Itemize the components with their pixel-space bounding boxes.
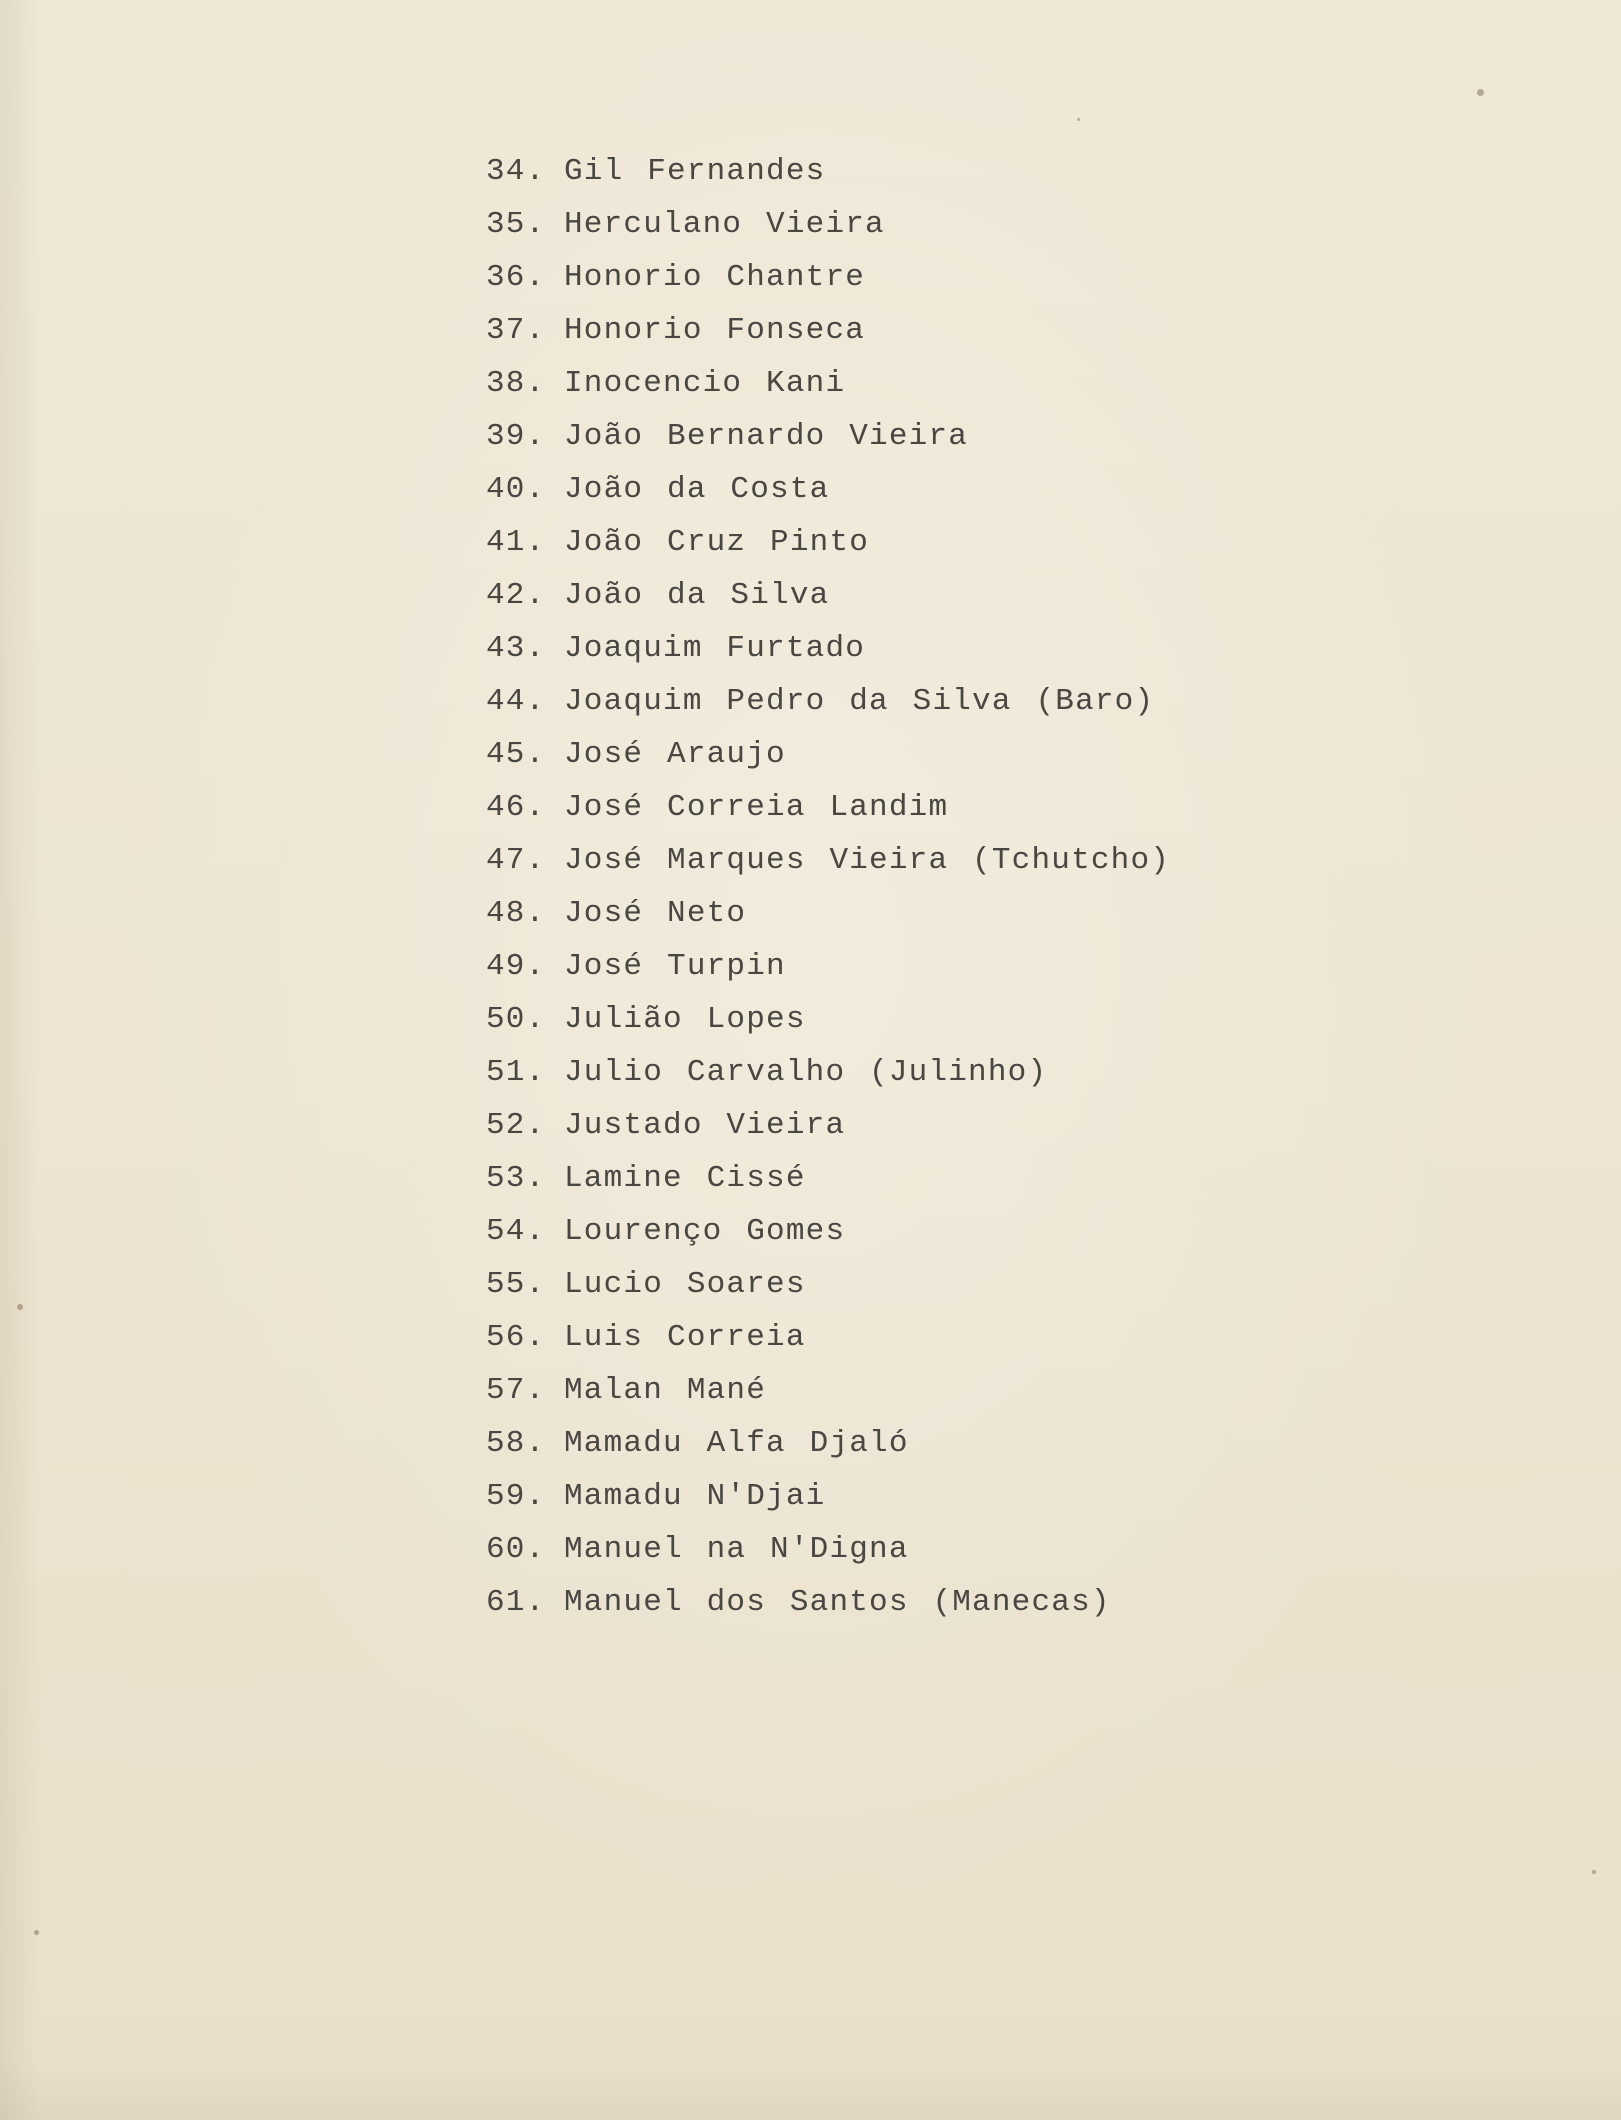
list-item [486, 728, 1170, 781]
list-item [486, 781, 1170, 834]
list-item [486, 463, 1170, 516]
entry-number: 53. [486, 1161, 546, 1196]
entry-name: José Correia Landim [564, 790, 949, 825]
entry-number: 49. [486, 949, 546, 984]
entry-number: 59. [486, 1479, 546, 1514]
entry-name: Gil Fernandes [564, 154, 826, 189]
entry-number: 46. [486, 790, 546, 825]
entry-number: 54. [486, 1214, 546, 1249]
entry-name: Malan Mané [564, 1373, 767, 1408]
entry-name: Manuel na N'Digna [564, 1532, 909, 1567]
list-item [486, 251, 1170, 304]
entry-name: Joaquim Pedro da Silva (Baro) [564, 684, 1155, 719]
entry-number: 40. [486, 472, 546, 507]
entry-name: Julião Lopes [564, 1002, 806, 1037]
list-item [486, 569, 1170, 622]
list-item [486, 1205, 1170, 1258]
paper-speck [1077, 118, 1080, 121]
list-item [486, 1152, 1170, 1205]
list-item [486, 1417, 1170, 1470]
entry-number: 57. [486, 1373, 546, 1408]
entry-number: 61. [486, 1585, 546, 1620]
entry-name: Justado Vieira [564, 1108, 846, 1143]
entry-number: 51. [486, 1055, 546, 1090]
entry-number: 35. [486, 207, 546, 242]
entry-name: Lamine Cissé [564, 1161, 806, 1196]
entry-name: José Neto [564, 896, 747, 931]
entry-name: Honorio Fonseca [564, 313, 866, 348]
paper-edge-shadow [0, 0, 40, 2120]
entry-name: Mamadu N'Djai [564, 1479, 826, 1514]
paper-speck [1477, 89, 1484, 96]
list-item [486, 1311, 1170, 1364]
entry-number: 39. [486, 419, 546, 454]
entry-name: Lourenço Gomes [564, 1214, 846, 1249]
entry-number: 50. [486, 1002, 546, 1037]
entry-number: 45. [486, 737, 546, 772]
entry-name: Honorio Chantre [564, 260, 866, 295]
list-item [486, 145, 1170, 198]
entry-number: 36. [486, 260, 546, 295]
entry-name: João Cruz Pinto [564, 525, 870, 560]
list-item [486, 1523, 1170, 1576]
entry-name: Mamadu Alfa Djaló [564, 1426, 909, 1461]
entry-number: 52. [486, 1108, 546, 1143]
entry-number: 55. [486, 1267, 546, 1302]
list-item [486, 622, 1170, 675]
entry-number: 47. [486, 843, 546, 878]
entry-number: 58. [486, 1426, 546, 1461]
entry-number: 43. [486, 631, 546, 666]
list-item [486, 1364, 1170, 1417]
entry-number: 41. [486, 525, 546, 560]
entry-number: 34. [486, 154, 546, 189]
list-item [486, 1046, 1170, 1099]
entry-name: Manuel dos Santos (Manecas) [564, 1585, 1111, 1620]
list-item [486, 1576, 1170, 1629]
list-item [486, 887, 1170, 940]
entry-name: José Marques Vieira (Tchutcho) [564, 843, 1171, 878]
entry-name: João Bernardo Vieira [564, 419, 969, 454]
paper-speck [34, 1930, 39, 1935]
list-item [486, 198, 1170, 251]
list-item [486, 1258, 1170, 1311]
entry-number: 37. [486, 313, 546, 348]
list-item [486, 304, 1170, 357]
list-item [486, 675, 1170, 728]
entry-number: 60. [486, 1532, 546, 1567]
entry-number: 48. [486, 896, 546, 931]
list-item [486, 993, 1170, 1046]
names-list [486, 145, 1170, 1629]
entry-name: Inocencio Kani [564, 366, 846, 401]
entry-name: José Araujo [564, 737, 786, 772]
entry-name: João da Silva [564, 578, 830, 613]
entry-name: Lucio Soares [564, 1267, 806, 1302]
paper-speck [17, 1304, 23, 1310]
entry-name: José Turpin [564, 949, 786, 984]
list-item [486, 1099, 1170, 1152]
list-item [486, 410, 1170, 463]
list-item [486, 357, 1170, 410]
entry-name: Herculano Vieira [564, 207, 885, 242]
entry-name: Luis Correia [564, 1320, 806, 1355]
paper-bottom-shadow [0, 2060, 1621, 2120]
paper-speck [1592, 1870, 1596, 1874]
entry-number: 56. [486, 1320, 546, 1355]
entry-name: Julio Carvalho (Julinho) [564, 1055, 1048, 1090]
list-item [486, 1470, 1170, 1523]
entry-number: 38. [486, 366, 546, 401]
list-item [486, 834, 1170, 887]
entry-number: 42. [486, 578, 546, 613]
entry-name: João da Costa [564, 472, 830, 507]
entry-name: Joaquim Furtado [564, 631, 866, 666]
entry-number: 44. [486, 684, 546, 719]
list-item [486, 516, 1170, 569]
list-item [486, 940, 1170, 993]
